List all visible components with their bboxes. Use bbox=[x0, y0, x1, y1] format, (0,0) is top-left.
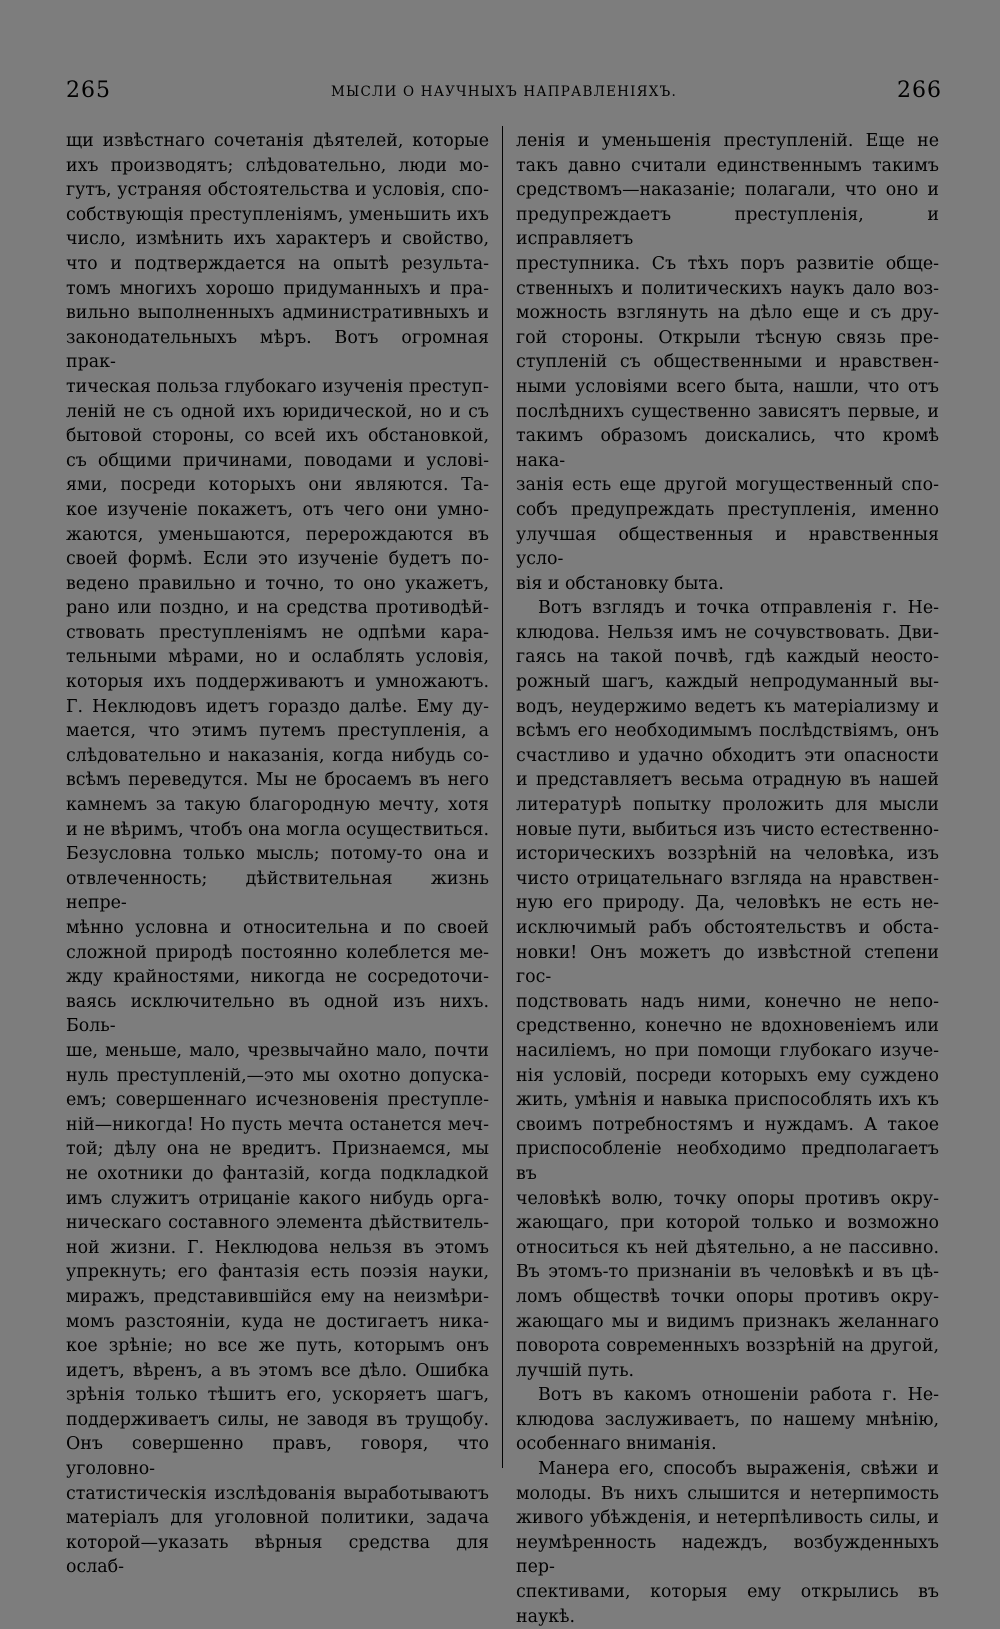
text-line: что и подтверждается на опытѣ результа- bbox=[66, 253, 489, 274]
text-line: преступника. Съ тѣхъ поръ развитіе обще- bbox=[516, 253, 939, 274]
text-line: насиліемъ, но при помощи глубокаго изуче- bbox=[516, 1040, 939, 1061]
text-line: которой—указать вѣрныя средства для ослаб- bbox=[66, 1532, 489, 1578]
text-line: чисто отрицательнаго взгляда на нравствен- bbox=[516, 868, 939, 889]
text-line: слѣдовательно и наказанія, когда нибудь со- bbox=[66, 745, 489, 766]
text-line: клюдова заслуживаетъ, по нашему мнѣнію, bbox=[516, 1409, 939, 1430]
text-line: не охотники до фантазій, когда подкладкой bbox=[66, 1163, 489, 1184]
text-line: можность взглянуть на дѣло еще и съ дру- bbox=[516, 303, 939, 324]
text-line: клюдова. Нельзя имъ не сочувствовать. Дви- bbox=[516, 622, 939, 643]
text-line: своимъ потребностямъ и нуждамъ. А такое bbox=[516, 1114, 939, 1135]
text-line: неумѣренность надеждъ, возбужденныхъ пер- bbox=[516, 1532, 939, 1578]
text-line: мѣнно условна и относительна и по своей bbox=[66, 918, 489, 938]
text-line: кое изученіе покажетъ, отъ чего они умно- bbox=[66, 499, 489, 520]
text-line: Вотъ взглядъ и точка отправленія г. Не- bbox=[538, 598, 939, 619]
text-line: ленія и уменьшенія преступленій. Еще не bbox=[516, 131, 939, 151]
text-line: бытовой стороны, со всей ихъ обстановкой, bbox=[66, 426, 489, 447]
text-line: рожный шагъ, каждый непродуманный вы- bbox=[516, 672, 939, 693]
text-line: молоды. Въ нихъ слышится и нетерпимость bbox=[516, 1483, 939, 1504]
text-line: особеннаго вниманія. bbox=[516, 1434, 717, 1455]
text-line: жить, умѣнія и навыка приспособлять ихъ къ bbox=[516, 1090, 939, 1111]
text-line: Г. Неклюдовъ идетъ гораздо далѣе. Ему ду- bbox=[66, 696, 489, 717]
text-line: ступленій съ общественными и нравствен- bbox=[516, 352, 939, 373]
page-number-right: 266 bbox=[897, 78, 942, 103]
text-line: жаются, уменьшаются, перерождаются въ bbox=[66, 524, 489, 545]
text-line: новые пути, выбиться изъ чисто естественно- bbox=[516, 819, 939, 840]
text-line: средствомъ—наказаніе; полагали, что оно и bbox=[516, 180, 939, 201]
paragraph bbox=[516, 596, 939, 1383]
text-line: законодательныхъ мѣръ. Вотъ огромная прак- bbox=[66, 327, 489, 373]
text-line: ломъ обществѣ точки опоры противъ окру- bbox=[516, 1286, 939, 1307]
text-line: зрѣнія только тѣшитъ его, ускоряетъ шагъ, bbox=[66, 1385, 489, 1406]
text-line: Безусловна только мысль; потому-то она и bbox=[66, 844, 489, 865]
text-line: которыя ихъ поддерживаютъ и умножаютъ. bbox=[66, 672, 489, 693]
text-line: рано или поздно, и на средства противодѣй- bbox=[66, 598, 489, 619]
text-line: счастливо и удачно обходитъ эти опасности bbox=[516, 745, 939, 766]
text-line: и не вѣримъ, чтобъ она могла осуществиться. bbox=[66, 819, 489, 840]
text-line: предупреждаетъ преступленія, и исправляетъ bbox=[516, 204, 939, 250]
text-line: вильно выполненныхъ административныхъ и bbox=[66, 303, 489, 324]
text-line: леній не съ одной ихъ юридической, но и съ bbox=[66, 401, 489, 422]
text-line: Въ этомъ-то признаніи въ человѣкѣ и въ цѣ- bbox=[516, 1262, 939, 1283]
text-line: человѣкѣ волю, точку опоры противъ окру- bbox=[516, 1188, 939, 1209]
text-line: исключимый рабъ обстоятельствъ и обста- bbox=[516, 918, 939, 938]
paragraph bbox=[516, 129, 939, 596]
text-line: ную его природу. Да, человѣкъ не есть не- bbox=[516, 893, 939, 914]
text-line: миражъ, представившійся ему на неизмѣри- bbox=[66, 1286, 489, 1307]
text-line: поддерживаетъ силы, не заводя въ трущобу. bbox=[66, 1409, 489, 1430]
text-line: жающаго, при которой только и возможно bbox=[516, 1213, 939, 1234]
text-line: ихъ производятъ; слѣдовательно, люди мо- bbox=[66, 155, 489, 176]
text-line: ведено правильно и точно, то оно укажетъ, bbox=[66, 573, 489, 594]
text-line: Онъ совершенно правъ, говоря, что уголовно- bbox=[66, 1434, 489, 1480]
left-column bbox=[66, 129, 489, 1580]
text-line: ными условіями всего быта, нашли, что отъ bbox=[516, 376, 939, 397]
text-line: историческихъ воззрѣній на человѣка, изъ bbox=[516, 844, 939, 865]
text-line: съ общими причинами, поводами и услові- bbox=[66, 450, 489, 471]
text-line: ній—никогда! Но пусть мечта останется меч- bbox=[66, 1114, 489, 1135]
text-line: лучшій путь. bbox=[516, 1360, 635, 1381]
paragraph bbox=[516, 1457, 939, 1629]
text-line: той; дѣлу она не вредитъ. Признаемся, мы bbox=[66, 1139, 489, 1160]
text-line: гаясь на такой почвѣ, гдѣ каждый неосто- bbox=[516, 647, 939, 668]
text-line: спективами, которыя ему открылись въ наукѣ. bbox=[516, 1582, 939, 1627]
running-header bbox=[66, 78, 942, 106]
text-line: литературѣ попытку проложить для мысли bbox=[516, 795, 939, 816]
text-line: живого убѣжденія, и нетерпѣливость силы, и bbox=[516, 1508, 939, 1529]
text-line: улучшая общественныя и нравственныя усло- bbox=[516, 524, 939, 570]
text-line: статистическія изслѣдованія выработываютъ bbox=[66, 1483, 489, 1504]
text-line: относиться къ ней дѣятельно, а не пассивно. bbox=[516, 1237, 939, 1258]
text-line: Манера его, способъ выраженія, свѣжи и bbox=[538, 1459, 939, 1480]
text-line: матеріалъ для уголовной политики, задача bbox=[66, 1508, 489, 1529]
text-line: собъ предупреждать преступленія, именно bbox=[516, 499, 939, 520]
text-line: своей формѣ. Если это изученіе будетъ по- bbox=[66, 549, 489, 570]
text-line: томъ многихъ хорошо придуманныхъ и пра- bbox=[66, 278, 489, 299]
text-line: всѣмъ его необходимымъ послѣдствіямъ, онъ bbox=[516, 721, 939, 742]
text-line: жду крайностями, никогда не сосредоточи- bbox=[66, 967, 489, 988]
text-line: камнемъ за такую благородную мечту, хотя bbox=[66, 795, 489, 816]
text-line: нуль преступленій,—это мы охотно допуска- bbox=[66, 1065, 489, 1086]
text-line: подствовать надъ ними, конечно не непо- bbox=[516, 991, 939, 1012]
text-line: поворота современныхъ воззрѣній на другой, bbox=[516, 1336, 939, 1357]
text-line: такимъ образомъ доискались, что кромѣ нака- bbox=[516, 426, 939, 471]
text-line: послѣднихъ существенно зависятъ первые, и bbox=[516, 401, 939, 422]
text-line: ственныхъ и политическихъ наукъ дало воз- bbox=[516, 278, 939, 299]
text-line: щи извѣстнаго сочетанія дѣятелей, которые bbox=[66, 131, 489, 151]
text-line: занія есть еще другой могущественный спо- bbox=[516, 475, 939, 496]
text-line: средственно, конечно не вдохновеніемъ или bbox=[516, 1016, 939, 1037]
text-line: такъ давно считали единственнымъ такимъ bbox=[516, 155, 939, 176]
text-line: приспособленіе необходимо предполагаетъ въ bbox=[516, 1139, 939, 1184]
running-title: МЫСЛИ О НАУЧНЫХЪ НАПРАВЛЕНІЯХЪ. bbox=[331, 84, 677, 100]
text-line: жающаго мы и видимъ признакъ желаннаго bbox=[516, 1311, 939, 1332]
text-line: тическая польза глубокаго изученія преступ- bbox=[66, 376, 489, 397]
text-line: имъ служитъ отрицаніе какого нибудь орга- bbox=[66, 1188, 489, 1209]
text-line: мается, что этимъ путемъ преступленія, а bbox=[66, 721, 489, 742]
text-line: емъ; совершеннаго исчезновенія преступле- bbox=[66, 1090, 489, 1111]
text-line: ной жизни. Г. Неклюдова нельзя въ этомъ bbox=[66, 1237, 489, 1258]
text-line: Вотъ въ какомъ отношеніи работа г. Не- bbox=[538, 1385, 939, 1406]
text-line: гой стороны. Открыли тѣсную связь пре- bbox=[516, 327, 939, 348]
text-line: вія и обстановку быта. bbox=[516, 573, 724, 594]
text-line: отвлеченность; дѣйствительная жизнь непре- bbox=[66, 868, 489, 914]
text-line: идетъ, вѣренъ, а въ этомъ все дѣло. Ошибка bbox=[66, 1360, 489, 1381]
text-line: гутъ, устраняя обстоятельства и условія, спо- bbox=[66, 180, 489, 201]
text-line: нія условій, посреди которыхъ ему суждено bbox=[516, 1065, 939, 1086]
text-line: ше, меньше, мало, чрезвычайно мало, почти bbox=[66, 1040, 489, 1061]
text-line: тельными мѣрами, но и ослаблять условія, bbox=[66, 647, 489, 668]
text-line: ствовать преступленіямъ не одпѣми кара- bbox=[66, 622, 489, 643]
text-line: собствующія преступленіямъ, уменьшить ихъ bbox=[66, 204, 489, 225]
text-line: водъ, неудержимо ведетъ къ матеріализму и bbox=[516, 696, 939, 717]
text-line: кое зрѣніе; но все же путь, которымъ онъ bbox=[66, 1336, 489, 1357]
text-line: число, измѣнить ихъ характеръ и свойство, bbox=[66, 229, 489, 250]
text-line: всѣмъ переведутся. Мы не бросаемъ въ него bbox=[66, 770, 489, 791]
text-line: момъ разстояніи, куда не достигаетъ ника- bbox=[66, 1311, 489, 1332]
paragraph bbox=[516, 1383, 939, 1457]
text-line: ваясь исключительно въ одной изъ нихъ. Боль- bbox=[66, 991, 489, 1037]
column-divider bbox=[502, 126, 503, 1468]
right-column bbox=[516, 129, 939, 1629]
text-line: новки! Онъ можетъ до извѣстной степени гос- bbox=[516, 942, 939, 988]
page-number-left: 265 bbox=[66, 78, 111, 103]
text-line: и представляетъ весьма отрадную въ нашей bbox=[516, 770, 939, 791]
text-line: ническаго составного элемента дѣйствитель- bbox=[66, 1213, 489, 1234]
text-line: упрекнуть; его фантазія есть поэзія науки, bbox=[66, 1262, 489, 1283]
text-line: сложной природѣ постоянно колеблется ме- bbox=[66, 942, 489, 963]
text-line: ями, посреди которыхъ они являются. Та- bbox=[66, 475, 489, 496]
